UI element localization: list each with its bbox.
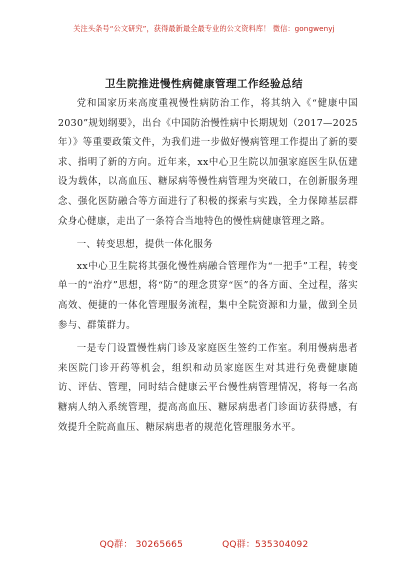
- footer-contact: [0, 537, 408, 550]
- top-banner: 关注头条号“公文研究”，获得最新最全最专业的公文资料库！ 微信：gongwenyj: [73, 24, 335, 33]
- paragraph-clinic: 一是专门设置慢性病门诊及家庭医生签约工作室。利用慢病患者来医院门诊开药等机会，组织和动员家庭医生对其进行免费健康随访、评估、管理，同时结合健康云平台慢性病管理情况，将每一名高糖病人纳入系统管理，提高高血压、糖尿病患者门诊面访获得感，有效提升全院高血压、糖尿病患者的规范化管理服务水平。: [58, 343, 358, 433]
- footer-qq-group-2: QQ群：535304092: [222, 540, 309, 550]
- document-title: 卫生院推进慢性病健康管理工作经验总结: [105, 78, 303, 90]
- paragraph-approach: xx中心卫生院将其强化慢性病融合管理作为“一把手”工程，转变单一的“治疗”思想，将“防”的理念贯穿“医”的各方面、全过程，落实高效、便捷的一体化管理服务流程，集中全院资源和力量，做到全员参与、群策群力。: [58, 260, 358, 331]
- footer-qq-group-1: QQ群： 30265665: [99, 540, 184, 550]
- document-body: [58, 94, 358, 441]
- section-heading: 一、转变思想，提供一体化服务: [76, 239, 213, 251]
- paragraph-intro: 党和国家历来高度重视慢性病防治工作，将其纳入《“健康中国2030”规划纲要》，出台《中国防治慢性病中长期规划（2017—2025年）》等重要政策文件，为我们进一步做好慢病管理工作提出了新的要求、指明了新的方向。近年来，xx中心卫生院以加强家庭医生队伍建设为载体，以高血压、糖尿病等慢性病管理为突破口，在创新服务理念、强化医防融合等方面进行了积极的探索与实践，全力保障基层群众身心健康，走出了一条符合当地特色的慢性病健康管理之路。: [58, 98, 358, 227]
